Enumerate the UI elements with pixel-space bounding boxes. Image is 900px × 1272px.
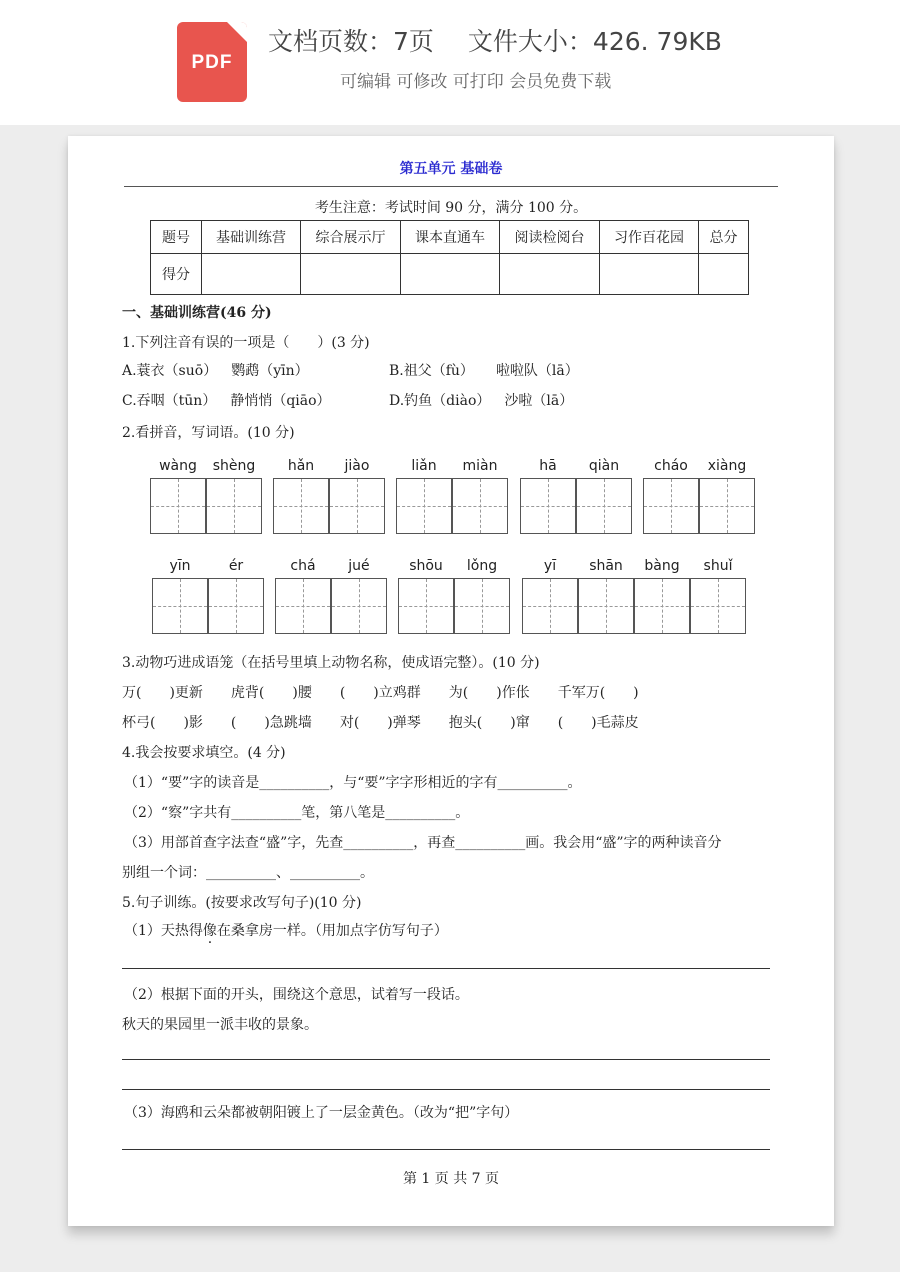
writing-box[interactable] <box>643 478 699 534</box>
question-2-stem: 2.看拼音，写词语。(10 分) <box>122 425 295 441</box>
writing-box[interactable] <box>634 578 690 634</box>
pinyin-label: chá <box>290 558 316 574</box>
writing-box[interactable] <box>576 478 632 534</box>
question-5-item-2-prompt: 秋天的果园里一派丰收的景象。 <box>122 1017 318 1033</box>
score-cell <box>301 254 401 295</box>
writing-box[interactable] <box>522 578 578 634</box>
idiom-line-2: 杯弓( )影 ( )急跳墙 对( )弹琴 抱头( )窜 ( )毛蒜皮 <box>122 715 639 731</box>
pinyin-label: hā <box>539 458 557 474</box>
question-4-item-3: （3）用部首查字法查“盛”字，先查__________，再查__________画。我会用“盛”字的两种读音分 <box>124 835 722 851</box>
idiom-line-1: 万( )更新 虎背( )腰 ( )立鸡群 为( )作伥 千军万( ) <box>122 685 639 701</box>
file-size: 文件大小：426. 79KB <box>467 27 722 56</box>
pinyin-label: ér <box>228 558 244 574</box>
question-5-item-1: （1）天热得像在桑拿房一样。（用加点字仿写句子） <box>124 923 448 939</box>
pinyin-label: hǎn <box>287 458 315 474</box>
option-d: D.钓鱼（diào） 沙啦（lā） <box>389 393 574 409</box>
section-heading: 一、基础训练营(46 分) <box>122 305 272 321</box>
writing-box[interactable] <box>150 478 206 534</box>
file-features: 可编辑 可修改 可打印 会员免费下载 <box>340 72 612 92</box>
score-cell <box>500 254 600 295</box>
writing-box[interactable] <box>152 578 208 634</box>
table-header-cell: 课本直通车 <box>401 221 500 254</box>
question-4-item-2: （2）“察”字共有__________笔，第八笔是__________。 <box>124 805 470 821</box>
pinyin-label: shōu <box>409 558 443 574</box>
score-cell <box>699 254 749 295</box>
pinyin-label: shèng <box>212 458 256 474</box>
writing-box[interactable] <box>398 578 454 634</box>
writing-box[interactable] <box>454 578 510 634</box>
answer-line[interactable] <box>122 1059 770 1060</box>
document-page <box>68 136 834 1226</box>
answer-line[interactable] <box>122 1089 770 1090</box>
answer-line[interactable] <box>122 968 770 969</box>
table-header-cell: 综合展示厅 <box>301 221 401 254</box>
pdf-icon-label: PDF <box>191 52 233 73</box>
writing-box[interactable] <box>208 578 264 634</box>
table-header-cell: 基础训练营 <box>202 221 301 254</box>
answer-line[interactable] <box>122 1149 770 1150</box>
document-title: 第五单元 基础卷 <box>399 161 503 177</box>
writing-box[interactable] <box>331 578 387 634</box>
pdf-file-icon <box>177 22 247 102</box>
pinyin-label: qiàn <box>588 458 620 474</box>
score-table <box>150 220 749 295</box>
question-1-stem: 1.下列注音有误的一项是（ ）(3 分) <box>122 335 370 351</box>
pinyin-label: jué <box>348 558 370 574</box>
pinyin-label: jiào <box>344 458 370 474</box>
writing-box[interactable] <box>275 578 331 634</box>
page-footer: 第 1 页 共 7 页 <box>402 1171 500 1187</box>
option-b: B.祖父（fù） 啦啦队（lā） <box>389 363 579 379</box>
pinyin-label: xiàng <box>707 458 747 474</box>
file-info-title <box>268 22 722 58</box>
pinyin-label: miàn <box>462 458 498 474</box>
table-header-cell: 题号 <box>151 221 202 254</box>
exam-notice: 考生注意：考试时间 90 分，满分 100 分。 <box>314 200 588 216</box>
table-header-cell: 习作百花园 <box>600 221 699 254</box>
pinyin-label: shān <box>589 558 623 574</box>
question-5-item-2: （2）根据下面的开头，围绕这个意思，试着写一段话。 <box>124 987 469 1003</box>
question-4-item-3-cont: 别组一个词：__________、__________。 <box>122 865 374 881</box>
table-header-cell: 阅读检阅台 <box>500 221 600 254</box>
pinyin-label: yī <box>543 558 557 574</box>
question-4-item-1: （1）“要”字的读音是__________，与“要”字字形相近的字有__________。 <box>124 775 582 791</box>
writing-box[interactable] <box>520 478 576 534</box>
pinyin-label: lǒng <box>466 558 498 574</box>
option-c: C.吞咽（tūn） 静悄悄（qiāo） <box>122 393 331 409</box>
score-cell <box>202 254 301 295</box>
question-5-item-3: （3）海鸥和云朵都被朝阳镀上了一层金黄色。（改为“把”字句） <box>124 1105 519 1121</box>
question-3-stem: 3.动物巧进成语笼（在括号里填上动物名称，使成语完整）。(10 分) <box>122 655 540 671</box>
option-a: A.蓑衣（suō） 鹦鹉（yīn） <box>122 363 309 379</box>
question-4-stem: 4.我会按要求填空。(4 分) <box>122 745 286 761</box>
writing-box[interactable] <box>206 478 262 534</box>
pinyin-label: wàng <box>159 458 197 474</box>
pinyin-label: yīn <box>169 558 191 574</box>
writing-box[interactable] <box>578 578 634 634</box>
title-divider <box>124 186 778 187</box>
header-banner <box>0 0 900 125</box>
writing-box[interactable] <box>329 478 385 534</box>
pinyin-label: bàng <box>644 558 680 574</box>
pinyin-label: shuǐ <box>703 558 733 574</box>
page-count: 文档页数：7页 <box>268 27 434 56</box>
writing-box[interactable] <box>452 478 508 534</box>
table-row-label: 得分 <box>151 254 202 295</box>
score-cell <box>600 254 699 295</box>
writing-box[interactable] <box>396 478 452 534</box>
pinyin-label: liǎn <box>411 458 437 474</box>
writing-box[interactable] <box>273 478 329 534</box>
question-5-stem: 5.句子训练。(按要求改写句子)(10 分) <box>122 895 362 911</box>
emphasis-char: 像 <box>202 923 217 939</box>
pinyin-label: cháo <box>654 458 688 474</box>
writing-box[interactable] <box>690 578 746 634</box>
writing-box[interactable] <box>699 478 755 534</box>
score-cell <box>401 254 500 295</box>
table-header-cell: 总分 <box>699 221 749 254</box>
